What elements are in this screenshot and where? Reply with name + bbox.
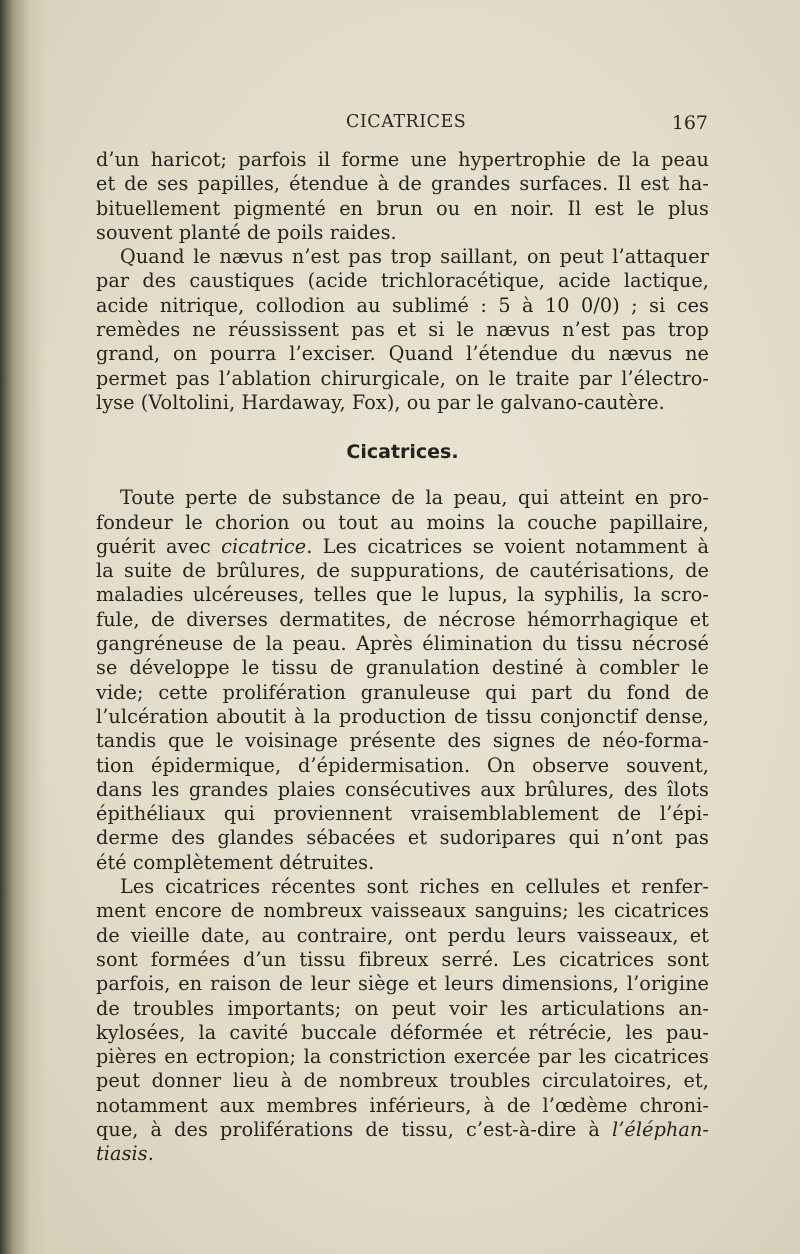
text-run: . Les cicatrices se voient notamment à (306, 534, 710, 558)
text-line-mixed (96, 1142, 709, 1166)
text-run: que, à des proliférations de tissu, c’est-à-dire à (96, 1117, 612, 1141)
paragraph-1 (96, 148, 709, 245)
text-line-mixed (96, 535, 709, 559)
text-line: fule, de diverses dermatites, de nécrose hémorrhagique et (96, 607, 709, 631)
text-line: souvent planté de poils raides. (96, 220, 397, 244)
text-block (96, 148, 709, 1167)
text-line: de troubles importants; on peut voir les articulations an- (96, 996, 709, 1020)
text-line: épithéliaux qui proviennent vraisemblablement de l’épi- (96, 802, 709, 826)
text-line: grand, on pourra l’exciser. Quand l’étendue du nævus ne (96, 342, 709, 366)
running-title: CICATRICES (346, 112, 467, 132)
italic-term: cicatrice (221, 534, 307, 558)
text-line: peut donner lieu à de nombreux troubles circulatoires, et, (96, 1069, 709, 1093)
text-line: acide nitrique, collodion au sublimé : 5 à 10 0/0) ; si ces (96, 293, 709, 317)
text-line: tandis que le voisinage présente des signes de néo-forma- (96, 729, 709, 753)
text-line: derme des glandes sébacées et sudoripares qui n’ont pas (96, 826, 709, 850)
binding-shadow (0, 0, 46, 1254)
text-run: guérit avec (96, 534, 222, 558)
text-line: se développe le tissu de granulation destiné à combler le (96, 656, 709, 680)
text-line: la suite de brûlures, de suppurations, de cautérisations, de (96, 559, 709, 583)
text-line: sont formées d’un tissu fibreux serré. Les cicatrices sont (96, 947, 709, 971)
paragraph-3 (96, 486, 709, 875)
text-line: Quand le nævus n’est pas trop saillant, on peut l’attaquer (120, 245, 709, 269)
italic-term: tiasis (96, 1142, 148, 1166)
text-line: parfois, en raison de leur siège et leurs dimensions, l’origine (96, 972, 709, 996)
text-line: Toute perte de substance de la peau, qui atteint en pro- (120, 486, 709, 510)
text-run: . (147, 1142, 154, 1166)
text-line: de vieille date, au contraire, ont perdu leurs vaisseaux, et (96, 923, 709, 947)
paragraph-2 (96, 245, 709, 415)
text-line: et de ses papilles, étendue à de grandes surfaces. Il est ha- (96, 172, 709, 196)
text-line: gangréneuse de la peau. Après élimination du tissu nécrosé (96, 632, 709, 656)
text-line-mixed (96, 1118, 709, 1142)
running-head (96, 112, 712, 136)
text-line: kylosées, la cavité buccale déformée et rétrécie, les pau- (96, 1020, 709, 1044)
text-line: remèdes ne réussissent pas et si le nævus n’est pas trop (96, 318, 709, 342)
page-number: 167 (671, 112, 708, 134)
text-line: fondeur le chorion ou tout au moins la couche papillaire, (96, 510, 709, 534)
text-line: par des caustiques (acide trichloracétique, acide lactique, (96, 269, 709, 293)
paragraph-4 (96, 875, 709, 1167)
text-line: notamment aux membres inférieurs, à de l’œdème chroni- (96, 1093, 709, 1117)
text-line: Les cicatrices récentes sont riches en cellules et renfer- (120, 875, 709, 899)
text-line: maladies ulcéreuses, telles que le lupus, la syphilis, la scro- (96, 583, 709, 607)
text-line: pières en ectropion; la constriction exercée par les cicatrices (96, 1045, 709, 1069)
text-line: bituellement pigmenté en brun ou en noir. Il est le plus (96, 196, 709, 220)
text-line: vide; cette prolifération granuleuse qui part du fond de (96, 680, 709, 704)
text-line: l’ulcération aboutit à la production de tissu conjonctif dense, (96, 704, 709, 728)
text-line: dans les grandes plaies consécutives aux brûlures, des îlots (96, 777, 709, 801)
text-line: tion épidermique, d’épidermisation. On observe souvent, (96, 753, 709, 777)
text-line: ment encore de nombreux vaisseaux sanguins; les cicatrices (96, 899, 709, 923)
text-line: d’un haricot; parfois il forme une hypertrophie de la peau (96, 148, 709, 171)
section-heading: Cicatrices. (346, 441, 459, 464)
italic-term: l’éléphan- (611, 1117, 709, 1141)
text-line: permet pas l’ablation chirurgicale, on le traite par l’électro- (96, 366, 709, 390)
text-line: lyse (Voltolini, Hardaway, Fox), ou par le galvano-cautère. (96, 390, 665, 414)
text-line: été complètement détruites. (96, 850, 375, 874)
